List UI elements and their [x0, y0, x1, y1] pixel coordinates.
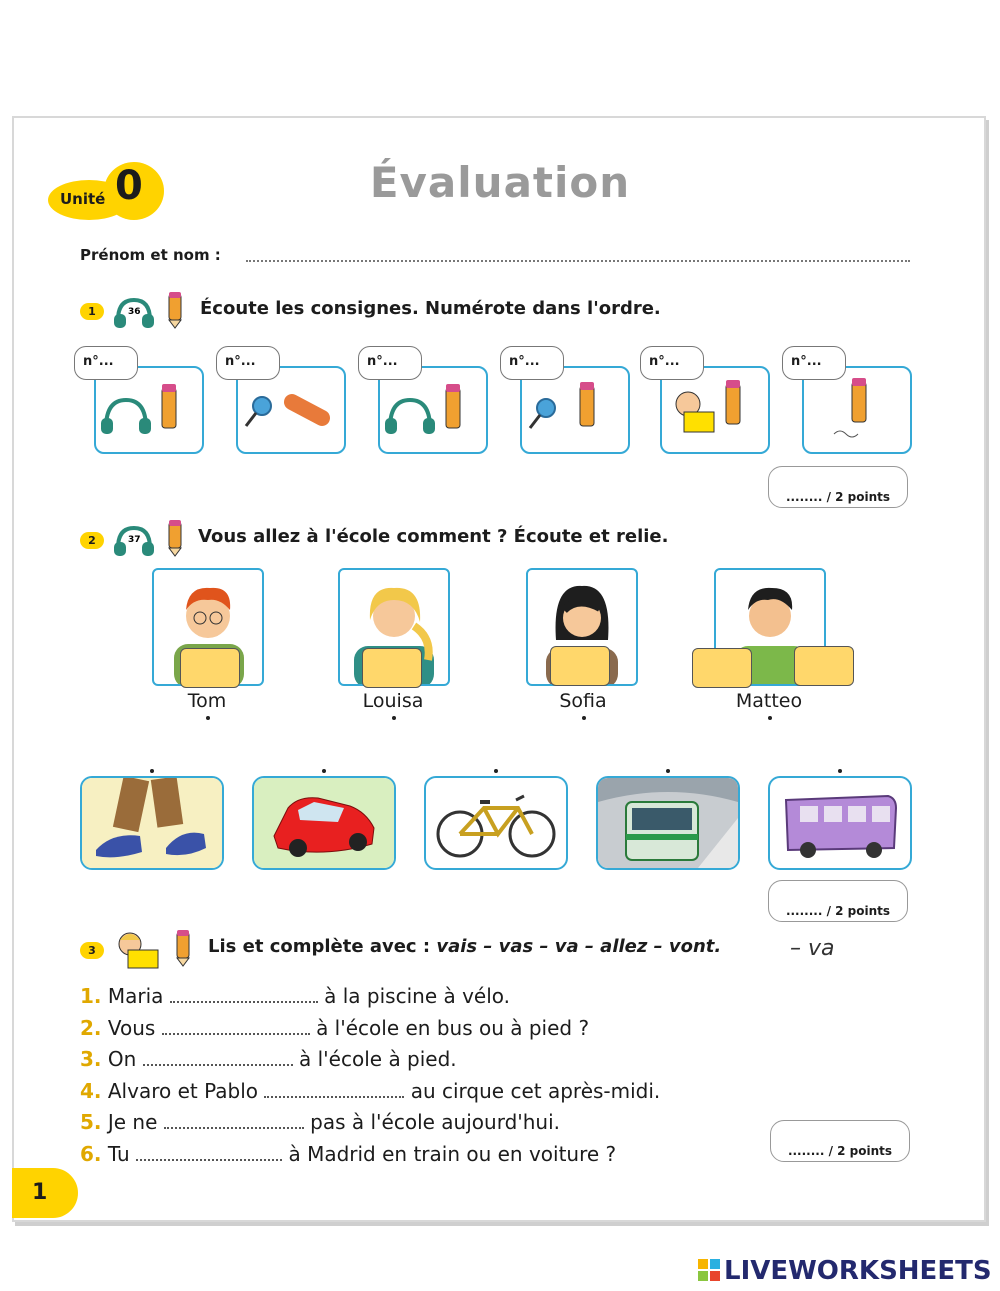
sentence-5: 5. Je ne pas à l'école aujourd'hui. [80, 1110, 561, 1134]
instruction-prefix: Lis et complète avec : [208, 936, 431, 957]
bus-icon [770, 778, 910, 868]
exercise-1-number: 1 [80, 303, 104, 320]
link-dot-car[interactable] [322, 769, 326, 773]
exercise-3-number: 3 [80, 942, 104, 959]
order-label-6[interactable]: n°... [782, 346, 846, 380]
sentence-4: 4. Alvaro et Pablo au cirque cet après-midi. [80, 1079, 661, 1103]
transport-card-car [252, 776, 396, 870]
liveworksheets-brand[interactable]: LIVEWORKSHEETS [724, 1256, 992, 1286]
answer-blank-6[interactable] [136, 1159, 282, 1161]
exercise-3-score: ........ / 2 points [770, 1120, 910, 1162]
headphones-icon [112, 522, 158, 558]
sentence-6: 6. Tu à Madrid en train ou en voiture ? [80, 1142, 617, 1166]
answer-box-matteo-2[interactable] [794, 646, 854, 686]
link-dot-louisa[interactable] [392, 716, 396, 720]
answer-box-matteo-1[interactable] [692, 648, 752, 688]
page-number: 1 [12, 1168, 78, 1218]
sentence-1: 1. Maria à la piscine à vélo. [80, 984, 511, 1008]
link-dot-matteo[interactable] [768, 716, 772, 720]
transport-card-bus [768, 776, 912, 870]
listen-write-icon [96, 368, 202, 452]
track-number: 37 [128, 535, 141, 545]
pencil-character-icon [160, 518, 190, 558]
unite-number: 0 [115, 163, 143, 209]
exercise-1-score: ........ / 2 points [768, 466, 908, 508]
transport-card-feet [80, 776, 224, 870]
headphones-icon [112, 294, 158, 330]
order-label-4[interactable]: n°... [500, 346, 564, 380]
link-dot-tom[interactable] [206, 716, 210, 720]
handwritten-answer: – va [790, 936, 835, 961]
link-dot-feet[interactable] [150, 769, 154, 773]
transport-card-metro [596, 776, 740, 870]
track-number: 36 [128, 307, 141, 317]
magnifier-pencil-icon [522, 368, 628, 452]
answer-blank-1[interactable] [170, 1001, 318, 1003]
exercise-2-instruction: Vous allez à l'école comment ? Écoute et relie. [198, 526, 669, 547]
person-name-tom: Tom [187, 690, 227, 712]
answer-blank-4[interactable] [264, 1096, 404, 1098]
link-dot-bus[interactable] [838, 769, 842, 773]
exercise-2-number: 2 [80, 532, 104, 549]
person-name-louisa: Louisa [362, 690, 424, 712]
answer-blank-3[interactable] [143, 1064, 293, 1066]
read-write-icon [110, 928, 170, 972]
name-field-line [246, 260, 910, 262]
link-dot-sofia[interactable] [582, 716, 586, 720]
person-name-matteo: Matteo [735, 690, 803, 712]
answer-box-sofia[interactable] [550, 646, 610, 686]
order-label-3[interactable]: n°... [358, 346, 422, 380]
metro-train-icon [598, 778, 738, 868]
liveworksheets-logo-icon [698, 1259, 720, 1281]
order-label-5[interactable]: n°... [640, 346, 704, 380]
link-dot-metro[interactable] [666, 769, 670, 773]
exercise-3-instruction [208, 936, 721, 957]
page-title: Évaluation [369, 158, 631, 207]
listen-point-icon [380, 368, 486, 452]
instruction-words: vais – vas – va – allez – vont. [436, 936, 722, 957]
transport-card-bike [424, 776, 568, 870]
answer-box-louisa[interactable] [362, 648, 422, 688]
exercise-1-instruction: Écoute les consignes. Numérote dans l'ordre. [200, 298, 661, 319]
unite-label: Unité [60, 190, 106, 208]
magnifier-eraser-icon [238, 368, 344, 452]
bicycle-icon [426, 778, 566, 868]
answer-box-tom[interactable] [180, 648, 240, 688]
pencil-writing-icon [804, 368, 910, 452]
exercise-2-score: ........ / 2 points [768, 880, 908, 922]
sentence-2: 2. Vous à l'école en bus ou à pied ? [80, 1016, 590, 1040]
order-label-1[interactable]: n°... [74, 346, 138, 380]
sentence-3: 3. On à l'école à pied. [80, 1047, 457, 1071]
walking-feet-icon [82, 778, 222, 868]
name-label: Prénom et nom : [80, 246, 221, 264]
read-write-icon [662, 368, 768, 452]
link-dot-bike[interactable] [494, 769, 498, 773]
person-name-sofia: Sofia [559, 690, 607, 712]
car-icon [254, 778, 394, 868]
answer-blank-5[interactable] [164, 1127, 304, 1129]
pencil-character-icon [160, 290, 190, 330]
order-label-2[interactable]: n°... [216, 346, 280, 380]
answer-blank-2[interactable] [162, 1033, 310, 1035]
pencil-character-icon [168, 928, 198, 970]
